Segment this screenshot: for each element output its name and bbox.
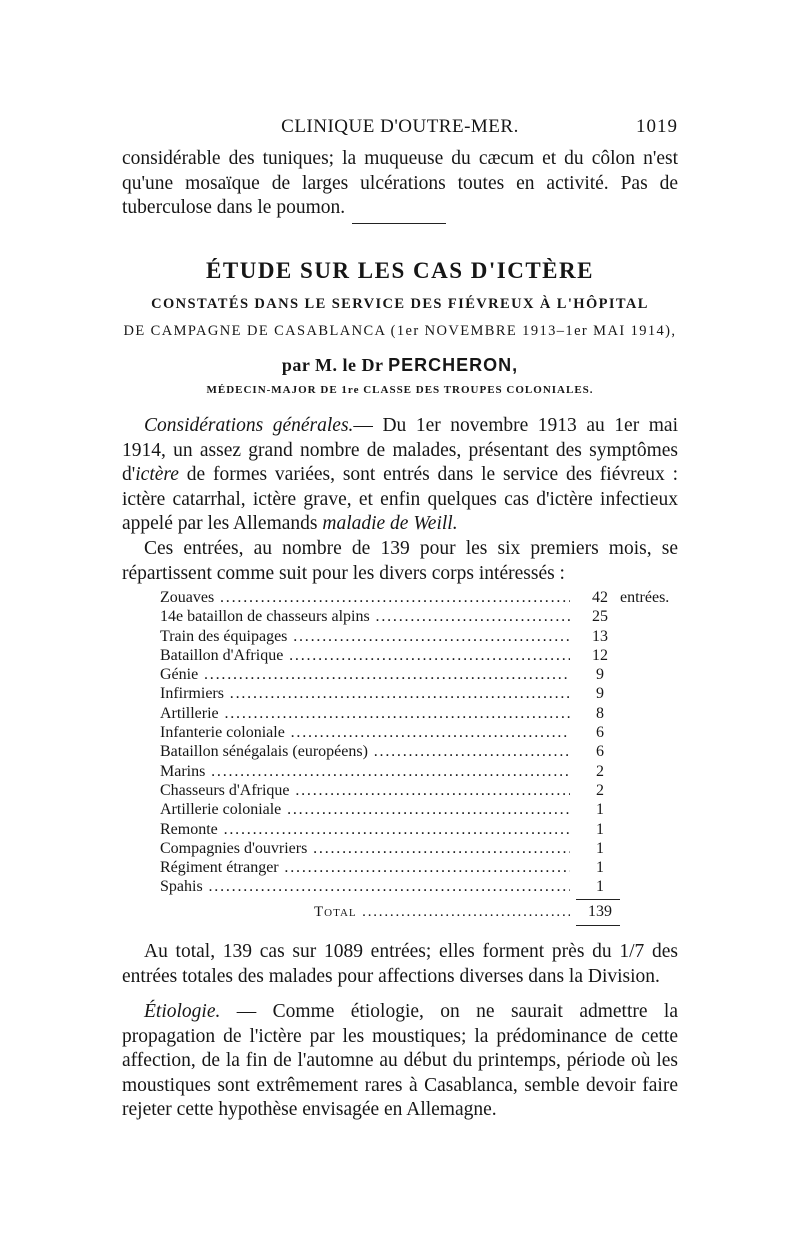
table-row xyxy=(160,723,680,742)
table-row-value: 6 xyxy=(596,743,604,761)
table-row xyxy=(160,588,680,607)
article-author xyxy=(122,355,678,376)
table-row xyxy=(160,665,680,684)
table-row-label: Régiment étranger ..... xyxy=(160,858,570,877)
table-row-label: Artillerie ..... xyxy=(160,704,570,723)
table-row-label: Bataillon d'Afrique ..... xyxy=(160,646,570,665)
total-bottom-rule xyxy=(576,925,620,926)
running-header xyxy=(122,116,678,140)
table-row-value: 1 xyxy=(596,878,604,896)
table-row-label: Artillerie coloniale ..... xyxy=(160,800,570,819)
total-top-rule xyxy=(576,899,620,900)
table-row-value: 42 xyxy=(592,589,608,606)
table-row-label: Train des équipages ..... xyxy=(160,627,570,646)
page-number: 1019 xyxy=(636,116,678,137)
table-row-value: 6 xyxy=(596,724,604,742)
table-row xyxy=(160,762,680,781)
table-row-value: 2 xyxy=(596,762,604,780)
table-row-label: Marins ..... xyxy=(160,762,570,781)
intro-paragraph: considérable des tuniques; la muqueuse du cæcum et du côlon n'est qu'une mosaïque de larges ulcérations toutes en activité. Pas de tuberculose dans le poumon. xyxy=(122,148,678,219)
table-row xyxy=(160,820,680,839)
running-head-title: CLINIQUE D'OUTRE-MER. xyxy=(281,116,519,137)
etiologie-text: — Comme étiologie, on ne saurait admettre la propagation de l'ictère par les moustiques; la prédominance de cette affection, de la fin de l'automne au début du printemps, période où les moustiques sont extrêmement rares à Casablanca, semble devoir faire rejeter cette hypothèse envisagée en Allemagne. xyxy=(122,1001,678,1121)
table-row-value: 1 xyxy=(596,839,604,857)
table-row-value: 1 xyxy=(596,859,604,877)
table-row-label: Infanterie coloniale ..... xyxy=(160,723,570,742)
etiologie-block xyxy=(122,1000,678,1123)
author-name: PERCHERON, xyxy=(388,355,519,375)
section-divider xyxy=(352,223,446,224)
table-row-label: 14e bataillon de chasseurs alpins ..... xyxy=(160,607,570,626)
table-row-value: 1 xyxy=(596,801,604,819)
table-unit-label: entrées. xyxy=(620,589,670,606)
total-paragraph: Au total, 139 cas sur 1089 entrées; elles forment près du 1/7 des entrées totales des malades pour affections diverses dans la Division. xyxy=(122,941,678,987)
table-row xyxy=(160,704,680,723)
total-label-text: Total xyxy=(314,903,357,920)
table-row-label: Spahis ..... xyxy=(160,877,570,896)
table-row-label: Infirmiers ..... xyxy=(160,684,570,703)
total-label xyxy=(314,901,570,923)
table-row-label: Compagnies d'ouvriers ..... xyxy=(160,839,570,858)
table-row-value: 8 xyxy=(596,704,604,722)
article-subtitle-line2: DE CAMPAGNE DE CASABLANCA (1er NOVEMBRE 1913–1er MAI 1914), xyxy=(123,323,677,339)
table-row-value: 2 xyxy=(596,781,604,799)
article-subtitle-line1: CONSTATÉS DANS LE SERVICE DES FIÉVREUX À L'HÔPITAL xyxy=(151,296,649,312)
intro-paragraph-block xyxy=(122,147,678,221)
distribution-intro-paragraph: Ces entrées, au nombre de 139 pour les six premiers mois, se répartissent comme suit pour les divers corps intéressés : xyxy=(122,537,678,584)
table-row-value: 25 xyxy=(592,608,608,626)
weil-disease-italic: maladie de Weill. xyxy=(322,513,458,535)
table-row-label: Chasseurs d'Afrique ..... xyxy=(160,781,570,800)
table-row xyxy=(160,858,680,877)
table-row xyxy=(160,877,680,896)
considerations-block xyxy=(122,414,678,586)
table-row xyxy=(160,684,680,703)
table-row xyxy=(160,839,680,858)
table-row-value: 1 xyxy=(596,820,604,838)
considerations-heading: Considérations générales. xyxy=(144,415,354,436)
table-row xyxy=(160,781,680,800)
ictere-italic: ictère xyxy=(135,464,179,486)
admissions-table-rows xyxy=(160,588,680,897)
table-row xyxy=(160,742,680,761)
author-title: MÉDECIN-MAJOR DE 1re CLASSE DES TROUPES COLONIALES. xyxy=(206,384,594,396)
table-total-row xyxy=(160,901,680,931)
etiologie-heading: Étiologie. xyxy=(144,1001,221,1022)
considerations-text-2: de formes variées, sont entrés dans le service des fiévreux : ictère catarrhal, ictère grave, et enfin quelques cas d'ictère infectieux appelé par les Allemands xyxy=(122,464,678,535)
article-title: ÉTUDE SUR LES CAS D'ICTÈRE xyxy=(206,258,594,283)
table-row xyxy=(160,646,680,665)
table-row-value: 13 xyxy=(592,627,608,645)
considerations-text-1: — Du 1er novembre 1913 au 1er mai 1914, un assez grand nombre de malades, présentant des symptômes d' xyxy=(122,415,678,486)
table-row-label: Remonte ..... xyxy=(160,820,570,839)
admissions-table xyxy=(160,588,680,931)
table-row xyxy=(160,800,680,819)
table-row-value: 9 xyxy=(596,685,604,703)
total-value: 139 xyxy=(588,902,612,920)
total-paragraph-block xyxy=(122,940,678,989)
table-row xyxy=(160,627,680,646)
table-row-label: Bataillon sénégalais (européens) ..... xyxy=(160,742,570,761)
table-row-value: 9 xyxy=(596,666,604,684)
table-row-label: Zouaves ..... xyxy=(160,588,570,607)
table-row-value: 12 xyxy=(592,646,608,664)
table-row xyxy=(160,607,680,626)
author-prefix: par M. le Dr xyxy=(281,355,384,375)
considerations-paragraph xyxy=(122,414,678,537)
table-row-label: Génie ..... xyxy=(160,665,570,684)
etiologie-paragraph xyxy=(122,1000,678,1123)
